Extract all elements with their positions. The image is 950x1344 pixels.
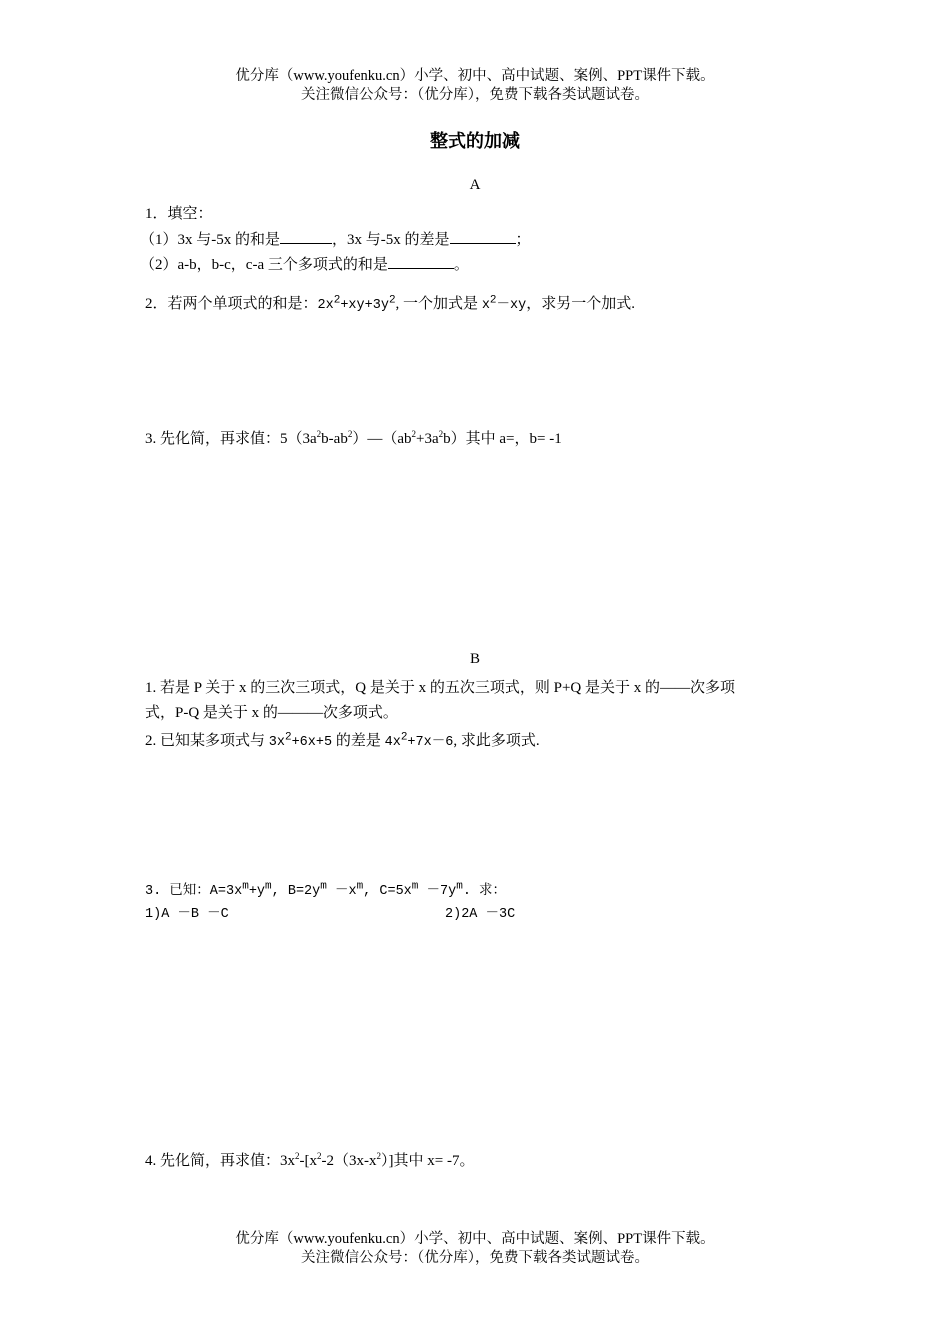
exponent: m xyxy=(411,880,419,893)
exponent: 2 xyxy=(388,294,396,307)
a-q2-mid: , 一个加式是 xyxy=(395,296,482,312)
a-q2-suffix: ，求另一个加式. xyxy=(526,296,635,312)
exponent: 2 xyxy=(317,1151,322,1161)
a-question-3 xyxy=(145,427,562,448)
b-q2-diff-part-a: 4x xyxy=(384,735,401,750)
answer-blank xyxy=(450,229,516,244)
a-q2-sum-part-b: +xy+3y xyxy=(340,298,389,313)
page-header-line-2: 关注微信公众号：（优分库），免费下载各类试题试卷。 xyxy=(301,87,649,103)
exponent: m xyxy=(242,880,249,893)
answer-blank xyxy=(388,254,454,269)
b-q3-part-g: . 求： xyxy=(462,884,507,899)
exponent: 2 xyxy=(316,429,322,439)
exponent: 2 xyxy=(347,429,353,439)
a-q1-p1-text-a: （1）3x 与-5x 的和是 xyxy=(140,232,280,248)
exponent: 2 xyxy=(376,1151,382,1161)
section-a-label: A xyxy=(469,177,481,193)
exponent: 2 xyxy=(400,731,408,744)
b-q2-suffix: , 求此多项式. xyxy=(453,733,540,749)
b-q4-part-c: -2（3x-x xyxy=(321,1153,377,1169)
b-q2-prefix: 2. 已知某多项式与 xyxy=(145,733,269,749)
a-q2-sum xyxy=(317,294,396,313)
exponent: 2 xyxy=(411,429,416,439)
a-q3-part-a: 3. 先化简，再求值：5（3a xyxy=(145,431,317,447)
b-q3-part-e: , C=5x xyxy=(363,884,412,899)
exponent: 2 xyxy=(438,429,444,439)
page-title: 整式的加减 xyxy=(430,131,520,151)
page-footer-line-2: 关注微信公众号：（优分库），免费下载各类试题试卷。 xyxy=(301,1250,649,1266)
b-question-2 xyxy=(145,729,540,750)
section-b-label: B xyxy=(469,651,480,667)
b-question-3-part-2: 2)2A －3C xyxy=(445,907,516,922)
b-q2-polynomial xyxy=(268,731,333,750)
b-q2-poly-part-a: 3x xyxy=(268,735,285,750)
a-q1-p2-text-b: 。 xyxy=(453,257,469,273)
a-q2-addend xyxy=(481,294,527,313)
b-question-1-line-1: 1. 若是 P 关于 x 的三次三项式，Q 是关于 x 的五次三项式，则 P+Q 是关于 x 的——次多项 xyxy=(145,680,736,696)
a-q1-p1-text-b: ，3x 与-5x 的差是 xyxy=(332,232,450,248)
b-q3-part-b: +y xyxy=(248,884,266,899)
exponent: 2 xyxy=(284,731,292,744)
b-q2-mid: 的差是 xyxy=(332,733,385,749)
b-question-4 xyxy=(145,1149,474,1170)
exponent: 2 xyxy=(333,294,341,307)
a-q2-addend-part-b: －xy xyxy=(496,298,527,313)
answer-blank xyxy=(280,229,332,244)
exponent: m xyxy=(265,880,272,893)
b-q4-part-d: ）]其中 x= -7。 xyxy=(381,1153,475,1169)
a-q3-part-e: b）其中 a=，b= -1 xyxy=(443,431,562,447)
a-question-2 xyxy=(145,292,635,313)
a-question-1-part-2 xyxy=(140,253,469,274)
a-q2-sum-part-a: 2x xyxy=(317,298,334,313)
exponent: 2 xyxy=(295,1151,300,1161)
a-q3-part-c: ）—（ab xyxy=(352,431,412,447)
b-question-1-line-2: 式，P-Q 是关于 x 的———次多项式。 xyxy=(145,705,398,721)
a-question-1-intro: 1．填空： xyxy=(145,206,213,222)
a-question-1-part-1 xyxy=(140,228,531,249)
page-footer-line-1: 优分库（www.youfenku.cn）小学、初中、高中试题、案例、PPT课件下载。 xyxy=(235,1231,715,1247)
b-q2-difference xyxy=(384,731,454,750)
b-question-3-part-1: 1)A －B －C xyxy=(145,907,229,922)
b-q2-poly-part-b: +6x+5 xyxy=(291,735,333,750)
page-header-line-1: 优分库（www.youfenku.cn）小学、初中、高中试题、案例、PPT课件下载。 xyxy=(235,68,715,84)
a-q2-addend-part-a: x xyxy=(481,298,490,313)
b-q3-part-d: －x xyxy=(326,884,357,899)
exponent: m xyxy=(356,880,364,893)
b-q3-part-c: , B=2y xyxy=(271,884,321,899)
b-q3-part-f: －7y xyxy=(418,884,457,899)
a-q1-p1-text-c: ； xyxy=(515,232,531,248)
a-q2-prefix: 2．若两个单项式的和是： xyxy=(145,296,318,312)
b-q2-diff-part-b: +7x－6 xyxy=(407,735,454,750)
b-q3-part-a: 3. 已知：A=3x xyxy=(145,884,243,899)
b-q4-part-a: 4. 先化简，再求值：3x xyxy=(145,1153,296,1169)
exponent: 2 xyxy=(489,294,497,307)
exponent: m xyxy=(320,880,327,893)
b-question-3 xyxy=(145,878,506,899)
a-q1-p2-text-a: （2）a-b，b-c，c-a 三个多项式的和是 xyxy=(140,257,388,273)
a-q3-part-b: b-ab xyxy=(321,431,348,447)
a-q3-part-d: +3a xyxy=(416,431,439,447)
exponent: m xyxy=(456,880,463,893)
b-q4-part-b: -[x xyxy=(299,1153,318,1169)
